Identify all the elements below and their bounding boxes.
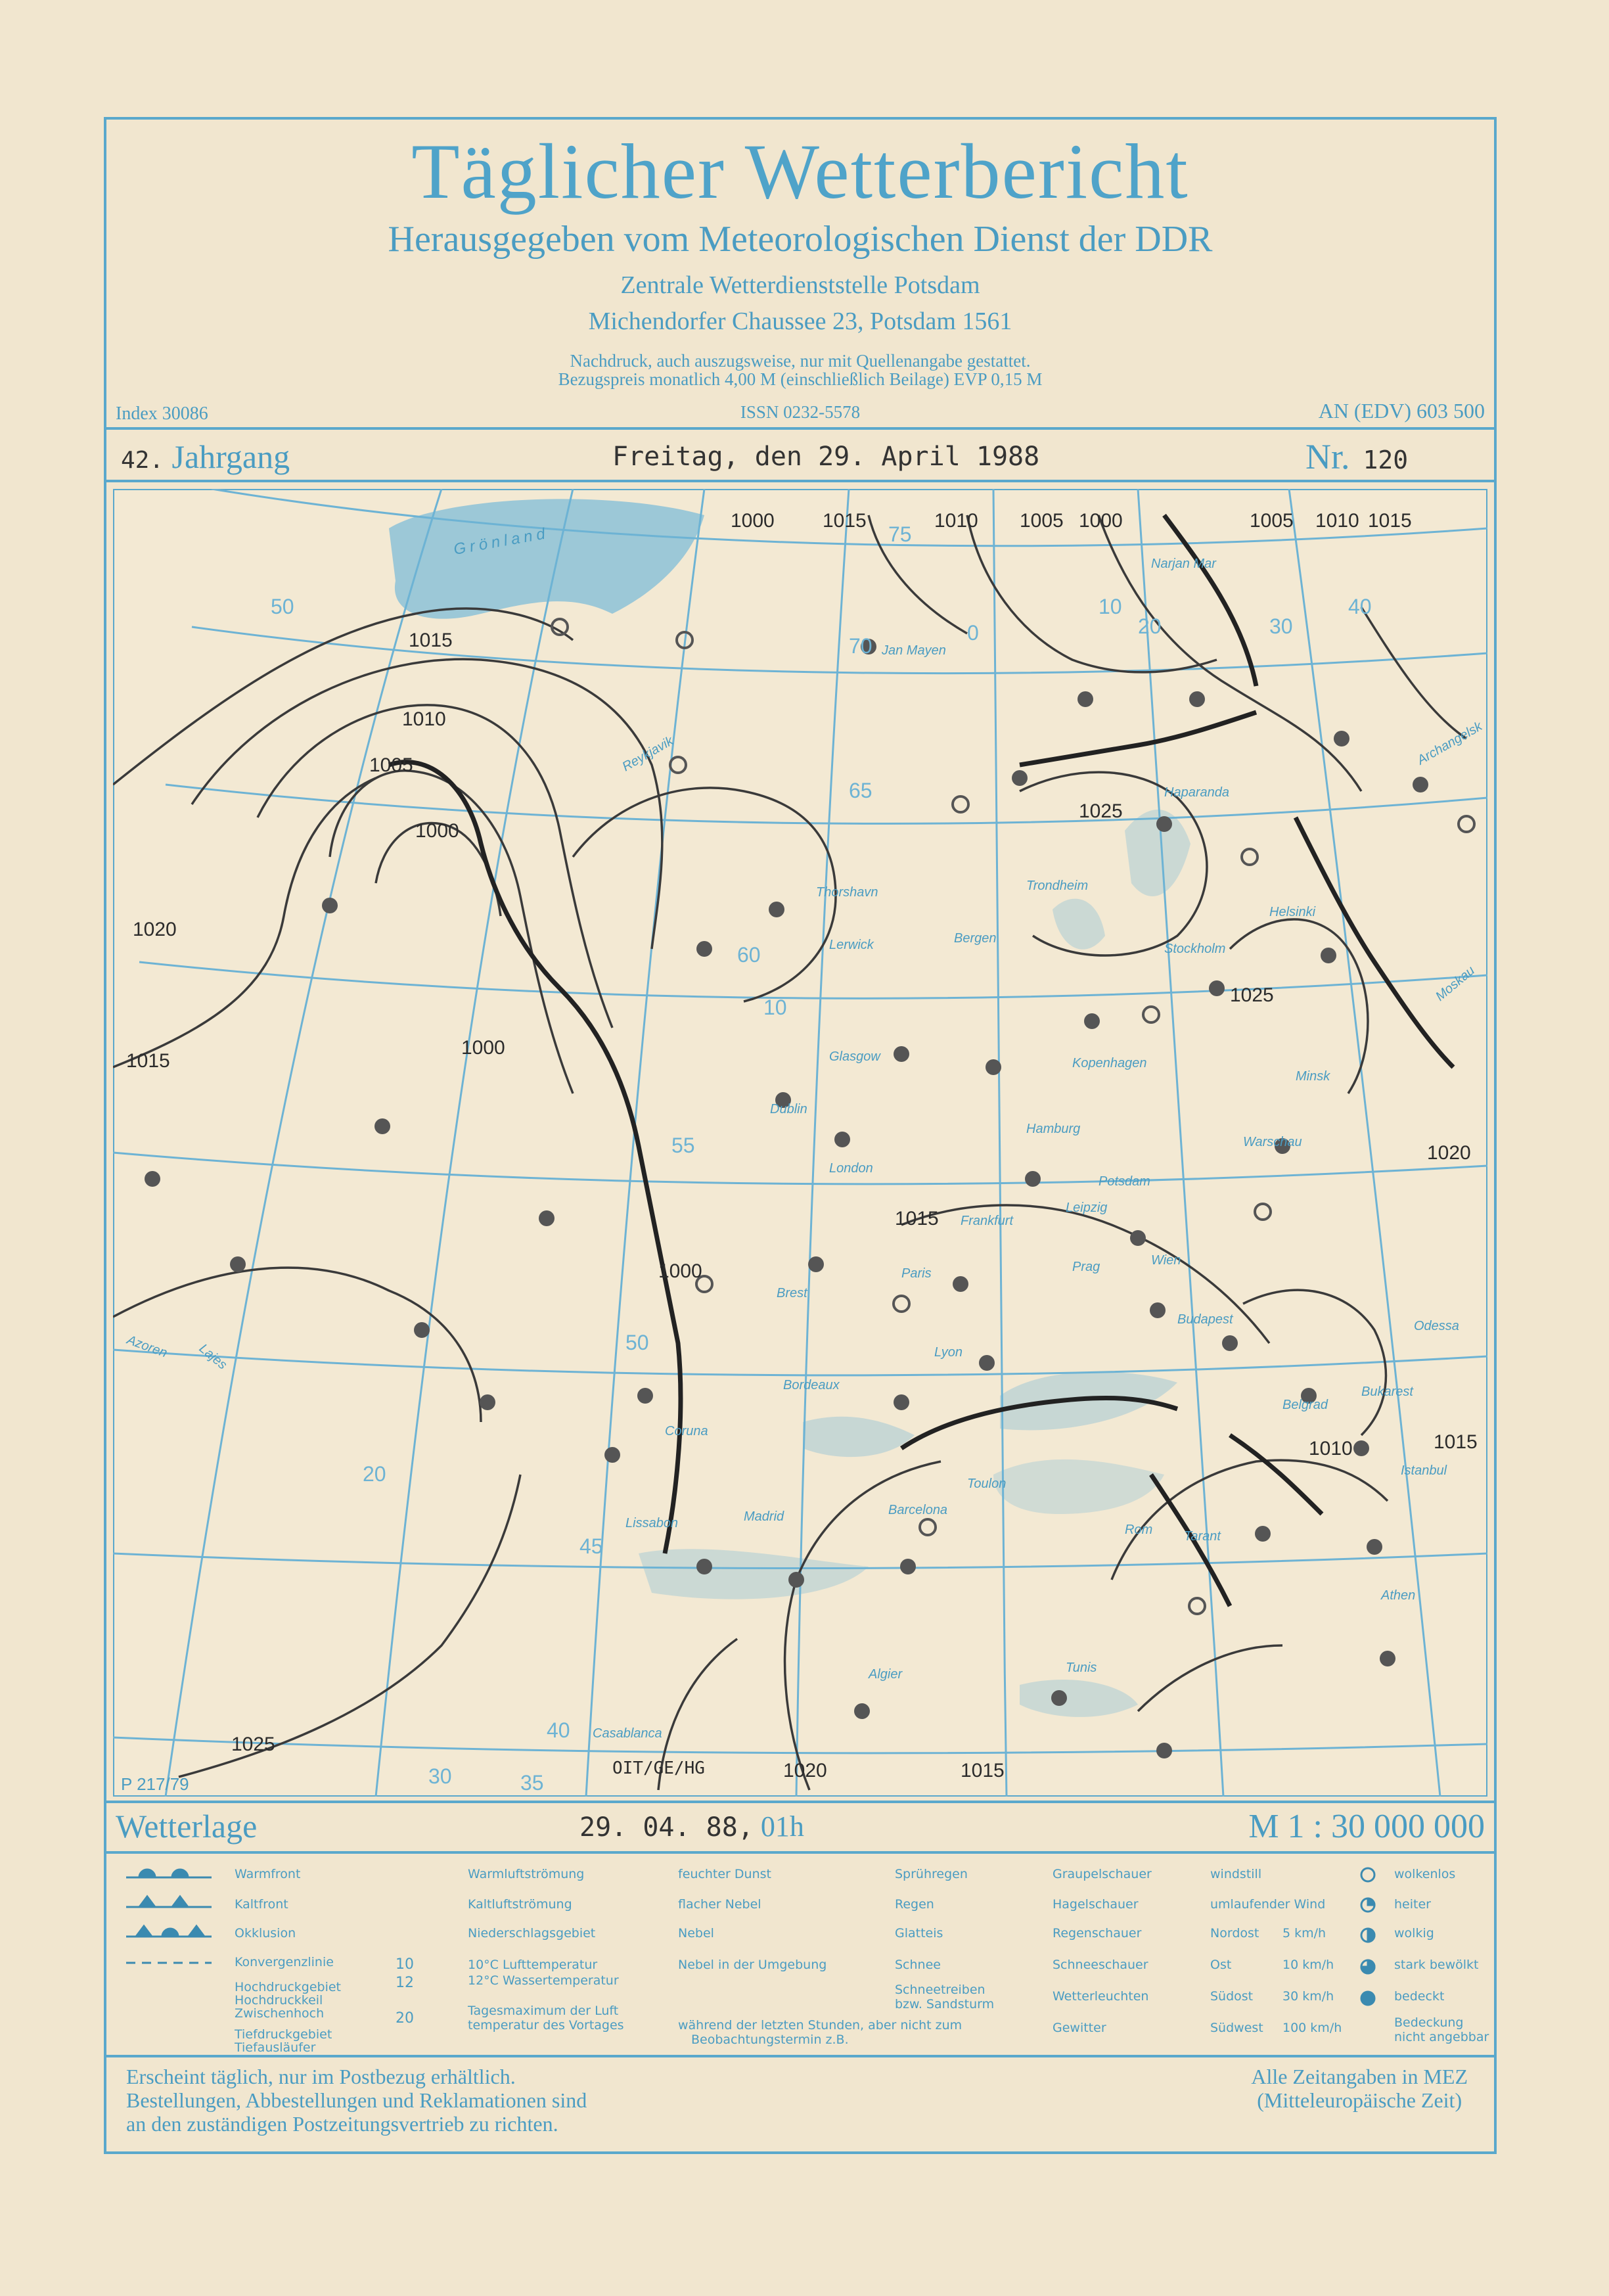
label-belgrad: Belgrad	[1282, 1398, 1328, 1412]
legend-schneeschauer: Schneeschauer	[1053, 1958, 1148, 1972]
legend-speed-10: 10 km/h	[1282, 1958, 1334, 1972]
legend-hochdruckgebiet: Hochdruckgebiet	[235, 1980, 341, 1994]
isobar-1025: 1025	[1230, 984, 1274, 1006]
jahrgang-label: Jahrgang	[171, 438, 290, 475]
legend-regenschauer: Regenschauer	[1053, 1926, 1142, 1940]
legend-feuchter-dunst: feuchter Dunst	[678, 1867, 771, 1881]
legend-graupelschauer: Graupelschauer	[1053, 1867, 1152, 1881]
jahrgang	[121, 438, 290, 476]
label-wien: Wien	[1151, 1253, 1181, 1268]
legend-tiefdruckgebiet: Tiefdruckgebiet	[235, 2027, 332, 2042]
weather-report-sheet	[104, 117, 1497, 2154]
label-coruna: Coruna	[665, 1424, 708, 1438]
legend-schnee: Schnee	[895, 1958, 941, 1972]
legend-wassertemperatur: 12°C Wassertemperatur	[468, 1973, 619, 1988]
label-haparanda: Haparanda	[1164, 785, 1229, 800]
label-brest: Brest	[777, 1286, 807, 1300]
legend-wolkenlos: wolkenlos	[1394, 1867, 1456, 1881]
legend-nebel: Nebel	[678, 1926, 714, 1940]
label-bordeaux: Bordeaux	[783, 1378, 840, 1392]
isobar-1020: 1020	[783, 1760, 827, 1781]
footer-right-line-1: Alle Zeitangaben in MEZ	[1251, 2065, 1468, 2088]
legend-hochdruckkeil: Hochdruckkeil	[235, 1993, 323, 2008]
label-trondheim: Trondheim	[1026, 879, 1089, 893]
issue-date: Freitag, den 29. April 1988	[612, 442, 1040, 472]
footer-right-line-2: (Mitteleuropäische Zeit)	[1257, 2088, 1462, 2112]
report-publisher: Herausgegeben vom Meteorologischen Dienst der DDR	[388, 219, 1213, 260]
legend-tagesmaximum: Tagesmaximum der Luft	[468, 2004, 619, 2018]
label-budapest: Budapest	[1177, 1312, 1233, 1327]
label-hamburg: Hamburg	[1026, 1122, 1081, 1136]
legend-nicht-angebbar: nicht angebbar	[1394, 2030, 1489, 2044]
legend-heiter: heiter	[1394, 1897, 1431, 1912]
jahrgang-number: 42.	[121, 447, 164, 474]
report-office: Zentrale Wetterdienststelle Potsdam	[620, 271, 980, 299]
legend-spruehregen: Sprühregen	[895, 1867, 968, 1881]
label-athen: Athen	[1381, 1588, 1416, 1603]
legend-wetterleuchten: Wetterleuchten	[1053, 1989, 1149, 2004]
isobar-1020: 1020	[133, 919, 177, 940]
an-number: AN (EDV) 603 500	[1318, 399, 1485, 423]
index-number: Index 30086	[116, 403, 208, 424]
lat-75: 75	[888, 522, 912, 546]
label-lajes: Lajes	[196, 1341, 230, 1373]
label-leipzig: Leipzig	[1066, 1201, 1108, 1215]
lon-20e: 20	[1138, 614, 1162, 638]
label-dublin: Dublin	[770, 1102, 807, 1116]
label-algier: Algier	[869, 1667, 903, 1682]
label-jan-mayen: Jan Mayen	[882, 643, 946, 658]
legend-schneetreiben: Schneetreiben	[895, 1983, 986, 1997]
label-london: London	[829, 1161, 873, 1176]
lon-30e: 30	[1269, 614, 1293, 638]
label-bergen: Bergen	[954, 931, 997, 946]
legend-bedeckung: Bedeckung	[1394, 2015, 1464, 2030]
legend-warmfront: Warmfront	[235, 1867, 301, 1881]
legend-speed-100: 100 km/h	[1282, 2021, 1342, 2035]
label-minsk: Minsk	[1296, 1069, 1330, 1084]
footer-left-line-2: Bestellungen, Abbestellungen und Reklamationen sind	[126, 2088, 587, 2112]
isobar-1000: 1000	[1079, 510, 1123, 532]
lon-50w: 50	[271, 595, 294, 618]
legend-regen: Regen	[895, 1897, 934, 1912]
label-thorshavn: Thorshavn	[816, 885, 878, 900]
legend-temperatur-vortag: temperatur des Vortages	[468, 2018, 624, 2032]
front-symbols	[120, 1864, 218, 2048]
report-title: Täglicher Wetterbericht	[411, 127, 1189, 215]
divider	[106, 480, 1494, 482]
divider	[106, 427, 1494, 430]
legend-tagesmax-symbol: 20	[396, 2010, 414, 2027]
isobar-1010: 1010	[1309, 1438, 1353, 1459]
legend-okklusion: Okklusion	[235, 1926, 296, 1940]
lon-10e: 10	[1099, 595, 1122, 618]
lon-30w: 30	[428, 1764, 452, 1788]
nr-value: 120	[1363, 446, 1409, 474]
label-bukarest: Bukarest	[1361, 1385, 1413, 1399]
isobar-1025: 1025	[1079, 800, 1123, 822]
label-tarant: Tarant	[1184, 1529, 1221, 1544]
lat-70: 70	[849, 634, 872, 658]
isobar-1020: 1000	[731, 510, 775, 532]
map-code-label: OIT/GE/HG	[612, 1758, 705, 1778]
label-istanbul: Istanbul	[1401, 1463, 1447, 1478]
isobar-1015: 1015	[1368, 510, 1412, 532]
footer-left-line-3: an den zuständigen Postzeitungsvertrieb zu richten.	[126, 2112, 558, 2136]
legend	[106, 1858, 1494, 2055]
legend-speed-5: 5 km/h	[1282, 1926, 1326, 1940]
legend-letzte-stunden: während der letzten Stunden, aber nicht zum	[678, 2018, 963, 2032]
isobar-1020: 1020	[1427, 1142, 1471, 1164]
legend-bedeckt: bedeckt	[1394, 1989, 1445, 2004]
legend-sandsturm: bzw. Sandsturm	[895, 1997, 995, 2011]
legend-speed-30: 30 km/h	[1282, 1989, 1334, 2004]
cloud-cover-symbols	[1355, 1864, 1381, 2022]
legend-nordost: Nordost	[1210, 1926, 1259, 1940]
label-azoren: Azoren	[125, 1333, 170, 1361]
legend-ost: Ost	[1210, 1958, 1232, 1972]
label-casablanca: Casablanca	[593, 1726, 662, 1741]
divider	[106, 2055, 1494, 2057]
nr-label: Nr.	[1305, 437, 1350, 476]
issue-number	[1305, 436, 1408, 477]
lat-65: 65	[849, 779, 872, 802]
label-potsdam: Potsdam	[1099, 1174, 1150, 1189]
isobar-1015: 1015	[895, 1208, 939, 1229]
synoptic-map	[113, 489, 1487, 1797]
label-madrid: Madrid	[744, 1509, 784, 1524]
lat-35: 35	[520, 1771, 544, 1795]
label-tunis: Tunis	[1066, 1661, 1097, 1675]
label-groenland: Grönland	[452, 524, 551, 559]
legend-windstill: windstill	[1210, 1867, 1262, 1881]
label-toulon: Toulon	[967, 1477, 1007, 1491]
footer-left	[126, 2065, 587, 2136]
map-scale: M 1 : 30 000 000	[1248, 1808, 1485, 1845]
legend-zwischenhoch: Zwischenhoch	[235, 2006, 325, 2021]
label-frankfurt: Frankfurt	[961, 1214, 1014, 1228]
issn: ISSN 0232-5578	[740, 402, 861, 422]
label-lerwick: Lerwick	[829, 938, 874, 952]
legend-gewitter: Gewitter	[1053, 2021, 1106, 2035]
legend-beobachtungstermin: Beobachtungstermin z.B.	[691, 2032, 849, 2047]
wetterlage-date-value: 29. 04. 88,	[579, 1812, 754, 1843]
isobar-1015: 1015	[126, 1050, 170, 1072]
divider	[106, 1851, 1494, 1854]
legend-airtemp-symbol: 10	[396, 1956, 414, 1973]
wetterlage-time: 01h	[760, 1810, 804, 1843]
price-note: Bezugspreis monatlich 4,00 M (einschließlich Beilage) EVP 0,15 M	[558, 369, 1043, 389]
isobar-1015: 1015	[961, 1760, 1005, 1781]
report-address: Michendorfer Chaussee 23, Potsdam 1561	[588, 308, 1012, 335]
isobar-1000: 1000	[415, 820, 459, 842]
lon-10w: 10	[763, 996, 787, 1019]
isobar-1025: 1025	[231, 1733, 275, 1755]
label-archangelsk: Archangelsk	[1415, 719, 1485, 768]
label-rom: Rom	[1125, 1523, 1153, 1537]
label-barcelona: Barcelona	[888, 1503, 948, 1517]
legend-suedost: Südost	[1210, 1989, 1254, 2004]
legend-wolkig: wolkig	[1394, 1926, 1434, 1940]
lon-40e: 40	[1348, 595, 1372, 618]
lon-0: 0	[967, 621, 979, 645]
label-helsinki: Helsinki	[1269, 905, 1316, 919]
map-plate-number: P 217/79	[121, 1774, 189, 1794]
lat-55: 55	[671, 1134, 695, 1157]
legend-kaltfront: Kaltfront	[235, 1897, 288, 1912]
label-lissabon: Lissabon	[625, 1516, 679, 1530]
isobar-1010: 1010	[402, 708, 446, 730]
label-kopenhagen: Kopenhagen	[1072, 1056, 1147, 1070]
legend-nebel-umgebung: Nebel in der Umgebung	[678, 1958, 827, 1972]
legend-glatteis: Glatteis	[895, 1926, 943, 1940]
isobar-1015: 1015	[823, 510, 867, 532]
lat-40: 40	[547, 1718, 570, 1742]
footer-left-line-1: Erscheint täglich, nur im Postbezug erhältlich.	[126, 2065, 516, 2088]
legend-umlaufender-wind: umlaufender Wind	[1210, 1897, 1326, 1912]
legend-tiefauslaeufer: Tiefausläufer	[235, 2040, 316, 2055]
lat-50: 50	[625, 1331, 649, 1354]
label-paris: Paris	[901, 1266, 932, 1281]
label-moskau: Moskau	[1433, 963, 1478, 1004]
legend-watertemp-symbol: 12	[396, 1975, 414, 1991]
isobar-1015: 1015	[409, 630, 453, 651]
label-warschau: Warschau	[1243, 1135, 1302, 1149]
issue-row	[106, 434, 1494, 474]
footer-right	[1251, 2065, 1468, 2112]
legend-lufttemperatur: 10°C Lufttemperatur	[468, 1958, 598, 1972]
isobar-1010: 1010	[1315, 510, 1359, 532]
legend-flacher-nebel: flacher Nebel	[678, 1897, 761, 1912]
label-stockholm: Stockholm	[1164, 942, 1226, 956]
legend-warmluftstroemung: Warmluftströmung	[468, 1867, 585, 1881]
isobar-1015: 1015	[1434, 1431, 1478, 1453]
wetterlage-row	[106, 1807, 1494, 1849]
label-prag: Prag	[1072, 1260, 1100, 1274]
legend-niederschlagsgebiet: Niederschlagsgebiet	[468, 1926, 596, 1940]
reprint-note: Nachdruck, auch auszugsweise, nur mit Quellenangabe gestattet.	[570, 351, 1031, 371]
lat-60: 60	[737, 943, 761, 967]
isobar-1005: 1005	[1250, 510, 1294, 532]
isobar-1000: 1000	[461, 1037, 505, 1059]
label-glasgow: Glasgow	[829, 1049, 880, 1064]
label-lyon: Lyon	[934, 1345, 963, 1360]
divider	[106, 1801, 1494, 1803]
isobar-1005: 1005	[1020, 510, 1064, 532]
label-odessa: Odessa	[1414, 1319, 1459, 1333]
isobar-1010: 1010	[934, 510, 978, 532]
legend-kaltluftstroemung: Kaltluftströmung	[468, 1897, 572, 1912]
wetterlage-label: Wetterlage	[116, 1808, 258, 1845]
isobar-1000: 1000	[658, 1260, 702, 1282]
lon-20w: 20	[363, 1462, 386, 1486]
legend-suedwest: Südwest	[1210, 2021, 1263, 2035]
wetterlage-date	[579, 1810, 804, 1843]
legend-stark-bewoelkt: stark bewölkt	[1394, 1958, 1479, 1972]
label-narjan-mar: Narjan Mar	[1151, 557, 1216, 571]
legend-hagelschauer: Hagelschauer	[1053, 1897, 1139, 1912]
lat-45: 45	[579, 1534, 603, 1558]
label-reykjavik: Reykjavik	[620, 733, 676, 775]
legend-konvergenzlinie: Konvergenzlinie	[235, 1955, 334, 1969]
isobar-1005: 1005	[369, 754, 413, 776]
